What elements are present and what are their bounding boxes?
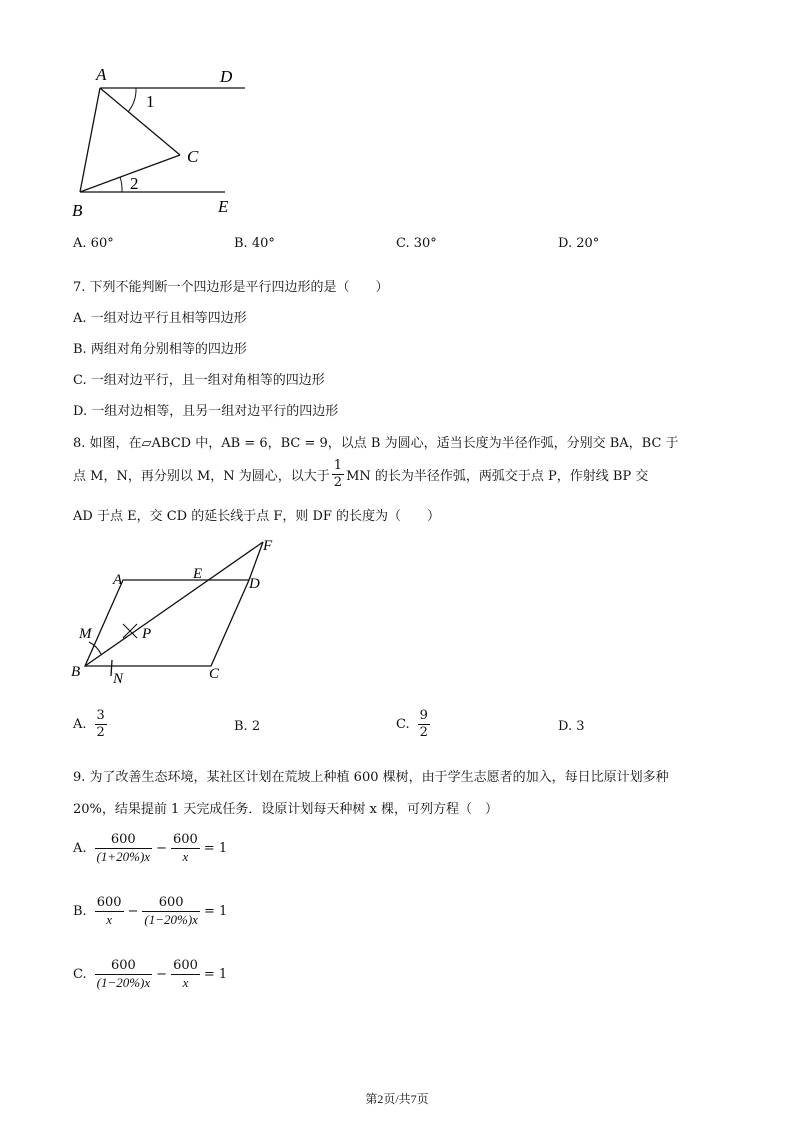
- fraction: $\frac{600}{x}$: [172, 832, 198, 864]
- label-P: P: [142, 626, 152, 642]
- q7-option-b[interactable]: B. 两组对角分别相等的四边形: [73, 342, 247, 357]
- q8-option-c[interactable]: C. $\frac{9}{2}$: [396, 708, 428, 740]
- fraction: $\frac{600}{(1-20\%)x}$: [96, 958, 151, 990]
- label-angle-2: 2: [130, 174, 139, 193]
- q6-option-a[interactable]: A. 60°: [73, 236, 114, 251]
- q7-stem: 7. 下列不能判断一个四边形是平行四边形的是（ ）: [73, 280, 389, 295]
- q8-option-d[interactable]: D. 3: [558, 719, 585, 734]
- angle-1-arc: [128, 88, 136, 112]
- label-D: D: [220, 67, 233, 86]
- fraction-one-half: $\frac{1}{2}$: [333, 458, 343, 490]
- segment-AB: [80, 88, 100, 192]
- fraction: $\frac{600}{x}$: [173, 958, 198, 990]
- q6-option-d[interactable]: D. 20°: [558, 236, 600, 251]
- figure-parallelogram: [65, 532, 295, 692]
- segment-AC: [100, 88, 180, 155]
- label-N: N: [113, 671, 124, 687]
- label-B: B: [71, 664, 81, 680]
- label-angle-1: 1: [146, 92, 155, 111]
- label-D: D: [249, 576, 260, 592]
- q6-option-c[interactable]: C. 30°: [396, 236, 437, 251]
- figure-parallel-lines-angles: [60, 60, 260, 220]
- q7-option-c[interactable]: C. 一组对边平行，且一组对角相等的四边形: [73, 373, 325, 388]
- q7-option-d[interactable]: D. 一组对边相等，且另一组对边平行的四边形: [73, 404, 339, 419]
- arc-mark-N: [111, 660, 112, 676]
- q9-stem-line1: 9. 为了改善生态环境，某社区计划在荒坡上种植 600 棵树，由于学生志愿者的加入，每日比原计划多种: [73, 770, 669, 785]
- fraction: $\frac{600}{(1+20\%)x}$: [96, 832, 151, 864]
- q6-option-b[interactable]: B. 40°: [234, 236, 275, 251]
- label-F: F: [263, 538, 273, 554]
- angle-2-arc: [120, 177, 122, 192]
- q8-option-b[interactable]: B. 2: [234, 719, 261, 734]
- page-number: 第2页/共7页: [365, 1092, 429, 1106]
- fraction-three-halves: $\frac{3}{2}$: [96, 708, 105, 740]
- label-A: A: [113, 572, 123, 588]
- extension-CD: [249, 542, 263, 580]
- q8-stem-line1: 8. 如图，在▱ABCD 中，AB = 6，BC = 9，以点 B 为圆心，适当长度为半径作弧，分别交 BA，BC 于: [73, 436, 679, 451]
- label-E: E: [193, 566, 203, 582]
- label-M: M: [79, 626, 92, 642]
- label-A: A: [96, 65, 107, 84]
- label-C: C: [187, 147, 199, 166]
- label-C: C: [209, 666, 220, 682]
- fraction-nine-halves: $\frac{9}{2}$: [419, 708, 428, 740]
- parallelogram-ABCD: [85, 580, 249, 666]
- q7-option-a[interactable]: A. 一组对边平行且相等四边形: [73, 311, 247, 326]
- label-B: B: [72, 201, 83, 220]
- q9-option-b[interactable]: B. $\frac{600}{x}$ − $\frac{600}{(1-20\%)x}$ = 1: [73, 895, 228, 927]
- fraction: $\frac{600}{(1-20\%)x}$: [144, 895, 198, 927]
- q9-option-a[interactable]: A. $\frac{600}{(1+20\%)x}$ − $\frac{600}{x}$ = 1: [73, 832, 228, 864]
- label-E: E: [218, 197, 229, 216]
- q8-option-a[interactable]: A. $\frac{3}{2}$: [73, 708, 105, 740]
- q9-option-c[interactable]: C. $\frac{600}{(1-20\%)x}$ − $\frac{600}{x}$ = 1: [73, 958, 228, 990]
- q8-stem-line3: AD 于点 E，交 CD 的延长线于点 F，则 DF 的长度为（ ）: [73, 509, 441, 524]
- q8-stem-line2: 点 M，N，再分别以 M，N 为圆心，以大于 $\frac{1}{2}$ MN 的长为半径作弧，两弧交于点 P，作射线 BP 交: [73, 458, 649, 490]
- fraction: $\frac{600}{x}$: [96, 895, 122, 927]
- q9-stem-line2: 20%，结果提前 1 天完成任务．设原计划每天种树 x 棵，可列方程（ ）: [73, 802, 499, 817]
